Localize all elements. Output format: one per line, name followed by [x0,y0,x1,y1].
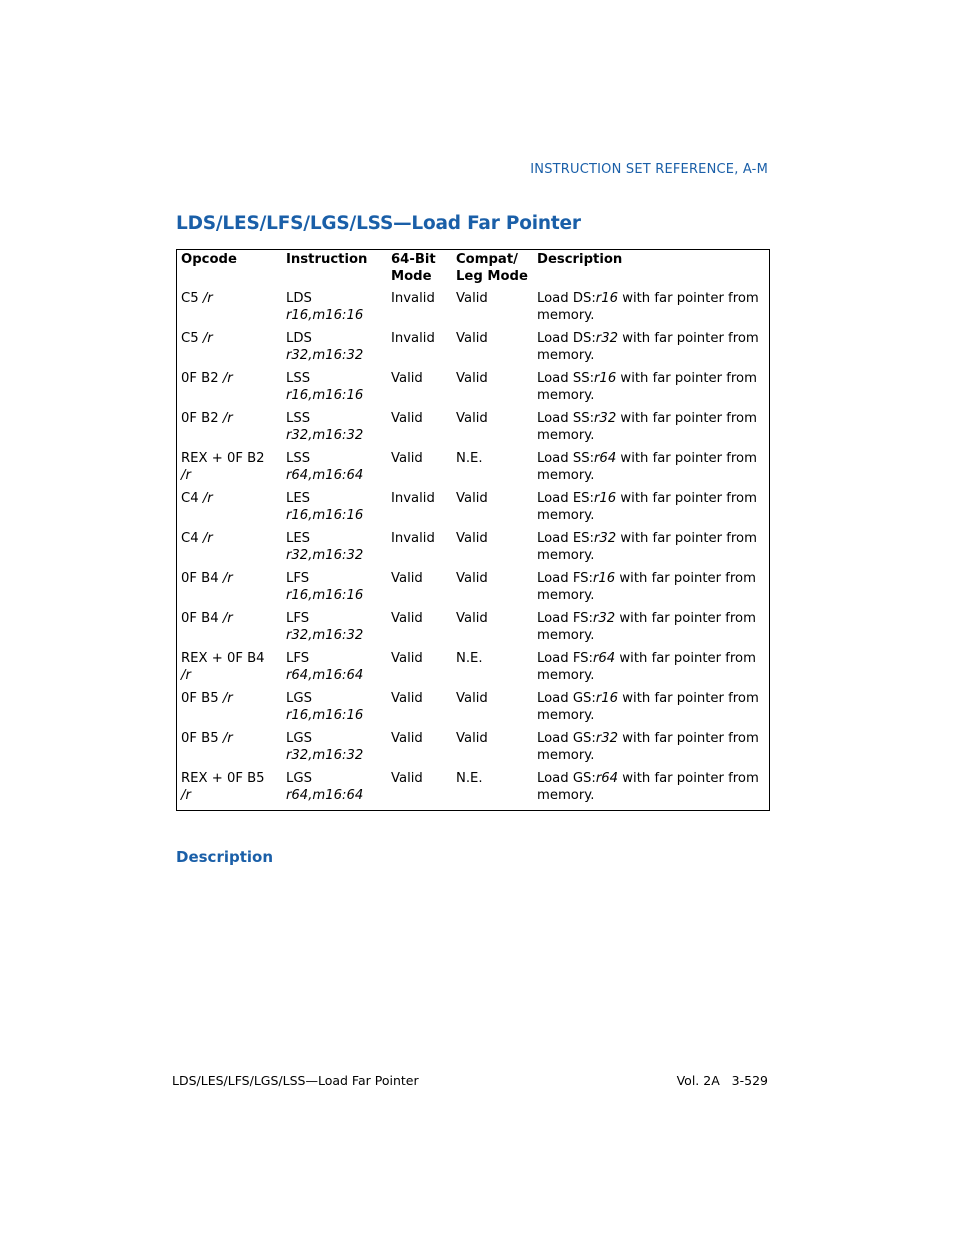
mode64-cell: Valid [391,451,423,466]
instruction-cell: LES r32,m16:32 [286,531,364,563]
opcode-cell: C4 /r [181,491,213,506]
compat-cell: N.E. [456,771,483,786]
column-header: Compat/ Leg Mode [456,252,528,284]
mode64-cell: Valid [391,611,423,626]
compat-cell: Valid [456,491,488,506]
instruction-cell: LSS r16,m16:16 [286,371,364,403]
footer-volume: Vol. 2A [676,1073,720,1088]
running-header: INSTRUCTION SET REFERENCE, A-M [530,162,768,177]
footer-page-ref [677,1073,768,1088]
instruction-cell: LFS r32,m16:32 [286,611,364,643]
instruction-cell: LGS r64,m16:64 [286,771,364,803]
footer-page-number: 3-529 [731,1073,768,1088]
column-header: Instruction [286,252,368,267]
mode64-cell: Valid [391,771,423,786]
column-header: Opcode [181,252,237,267]
description-cell: Load GS:r16 with far pointer from memory. [537,691,759,723]
table-row [177,770,770,811]
compat-cell: Valid [456,411,488,426]
mode64-cell: Valid [391,571,423,586]
table-row [177,690,770,730]
mode64-cell: Valid [391,651,423,666]
compat-cell: Valid [456,371,488,386]
description-cell: Load FS:r16 with far pointer from memory. [537,571,756,603]
mode64-cell: Invalid [391,331,435,346]
opcode-cell: 0F B4 /r [181,571,233,586]
description-cell: Load SS:r32 with far pointer from memory. [537,411,757,443]
compat-cell: N.E. [456,651,483,666]
opcode-cell: 0F B5 /r [181,731,233,746]
table-row [177,650,770,690]
compat-cell: Valid [456,731,488,746]
compat-cell: Valid [456,571,488,586]
opcode-cell: 0F B2 /r [181,371,233,386]
table-header-row [177,250,770,291]
column-header: Description [537,252,623,267]
table-row [177,530,770,570]
opcode-cell: REX + 0F B5 /r [181,771,265,803]
opcode-cell: REX + 0F B2 /r [181,451,265,483]
opcode-cell: 0F B5 /r [181,691,233,706]
compat-cell: Valid [456,331,488,346]
instruction-cell: LSS r64,m16:64 [286,451,364,483]
description-cell: Load GS:r32 with far pointer from memory. [537,731,759,763]
description-cell: Load GS:r64 with far pointer from memory. [537,771,759,803]
mode64-cell: Invalid [391,491,435,506]
instruction-cell: LFS r64,m16:64 [286,651,364,683]
table-row [177,370,770,410]
instruction-cell: LFS r16,m16:16 [286,571,364,603]
table-row [177,330,770,370]
opcode-cell: C5 /r [181,291,213,306]
compat-cell: N.E. [456,451,483,466]
column-header: 64-Bit Mode [391,252,436,284]
instruction-cell: LGS r32,m16:32 [286,731,364,763]
table-row [177,610,770,650]
description-cell: Load ES:r32 with far pointer from memory. [537,531,757,563]
table-row [177,410,770,450]
mode64-cell: Valid [391,731,423,746]
table-row [177,450,770,490]
table-row [177,570,770,610]
mode64-cell: Valid [391,371,423,386]
instruction-cell: LDS r32,m16:32 [286,331,364,363]
instruction-cell: LSS r32,m16:32 [286,411,364,443]
mode64-cell: Invalid [391,531,435,546]
table-row [177,730,770,770]
opcode-table [176,249,770,811]
description-cell: Load SS:r16 with far pointer from memory. [537,371,757,403]
table-row [177,490,770,530]
table-row [177,290,770,330]
mode64-cell: Valid [391,411,423,426]
mode64-cell: Invalid [391,291,435,306]
description-cell: Load DS:r32 with far pointer from memory. [537,331,759,363]
footer-title: LDS/LES/LFS/LGS/LSS—Load Far Pointer [172,1073,419,1088]
opcode-cell: 0F B2 /r [181,411,233,426]
opcode-cell: REX + 0F B4 /r [181,651,265,683]
instruction-cell: LES r16,m16:16 [286,491,364,523]
compat-cell: Valid [456,531,488,546]
mode64-cell: Valid [391,691,423,706]
section-title: LDS/LES/LFS/LGS/LSS—Load Far Pointer [176,213,581,234]
opcode-cell: 0F B4 /r [181,611,233,626]
opcode-cell: C5 /r [181,331,213,346]
description-cell: Load DS:r16 with far pointer from memory. [537,291,759,323]
compat-cell: Valid [456,691,488,706]
opcode-cell: C4 /r [181,531,213,546]
description-cell: Load FS:r64 with far pointer from memory. [537,651,756,683]
instruction-cell: LGS r16,m16:16 [286,691,364,723]
compat-cell: Valid [456,611,488,626]
description-cell: Load SS:r64 with far pointer from memory. [537,451,757,483]
subsection-title: Description [176,848,274,866]
instruction-cell: LDS r16,m16:16 [286,291,364,323]
description-cell: Load ES:r16 with far pointer from memory. [537,491,757,523]
description-cell: Load FS:r32 with far pointer from memory. [537,611,756,643]
compat-cell: Valid [456,291,488,306]
